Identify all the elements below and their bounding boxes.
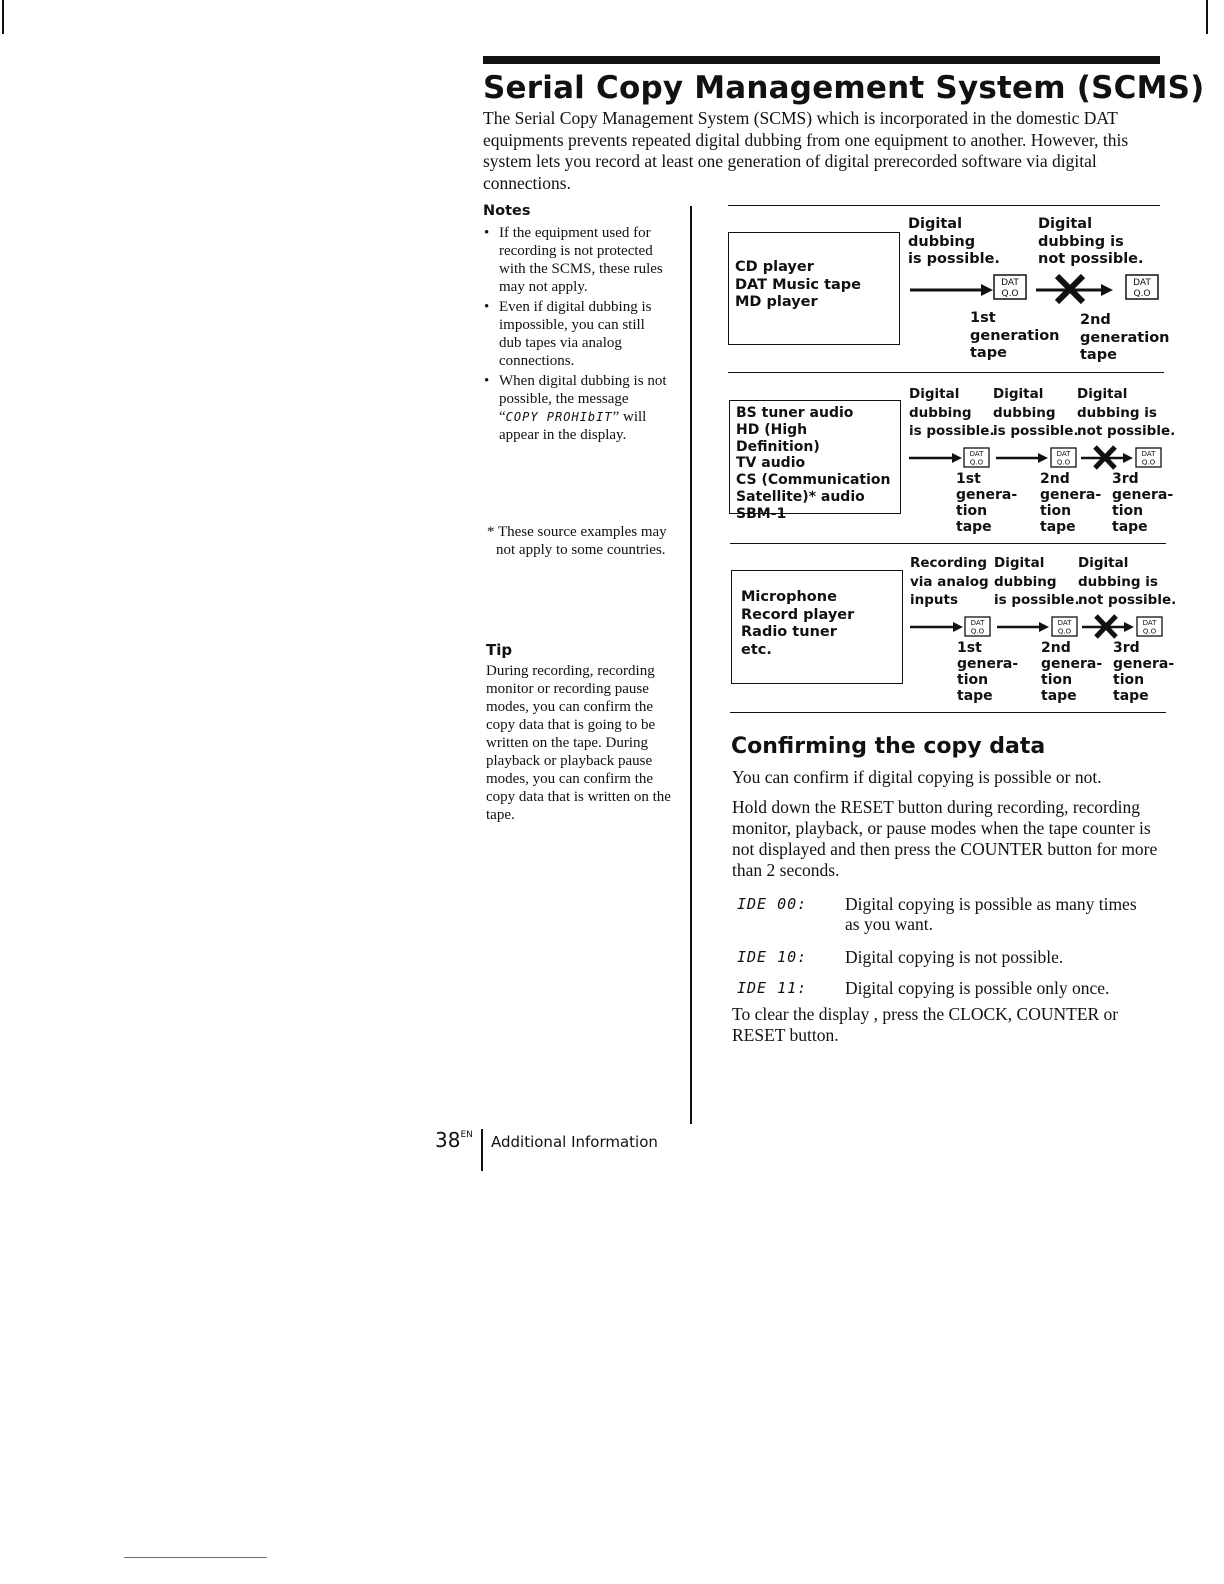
arrow-icon (996, 453, 1048, 463)
diagram-rule (728, 205, 1160, 206)
confirming-heading: Confirming the copy data (731, 734, 1046, 759)
diagram1-label-not-possible: Digital dubbing is not possible. (1038, 216, 1144, 267)
diagram2-label-b: Digital dubbing is possible. (993, 386, 1079, 439)
code-desc: Digital copying is not possible. (845, 947, 1064, 967)
svg-text:DAT: DAT (1141, 450, 1156, 458)
arrow-icon (910, 622, 963, 632)
diagram3-gen1: 1st genera- tion tape (957, 640, 1019, 704)
confirming-p3: To clear the display , press the CLOCK, COUNTER or RESET button. (732, 1004, 1119, 1045)
notes-heading: Notes (483, 203, 531, 219)
source-box-2: BS tuner audio HD (High Definition) TV audio CS (Communication Satellite)* audio SBM-1 (729, 400, 901, 514)
diagram1-flow (905, 272, 1165, 304)
diagram3-label-a: Recording via analog inputs (910, 555, 989, 608)
blocked-arrow-icon (1036, 276, 1113, 302)
diagram2-gen2: 2nd genera- tion tape (1040, 471, 1102, 535)
page-number: $38^{EN}$ (435, 1128, 473, 1152)
dat-tape-icon (1051, 448, 1076, 467)
code-desc: Digital copying is possible as many times as you want. (845, 894, 1137, 934)
page-edge-left (2, 0, 4, 34)
code-ide-11: IDE 11: (737, 979, 808, 997)
dat-tape-icon (1052, 617, 1077, 636)
section-name: Additional Information (491, 1133, 658, 1151)
dat-tape-icon (1126, 275, 1158, 299)
dat-tape-icon (965, 617, 990, 636)
svg-text:DAT: DAT (1056, 450, 1071, 458)
diagram1-label-possible: Digital dubbing is possible. (908, 216, 1000, 267)
diagram3-label-b: Digital dubbing is possible. (994, 555, 1080, 608)
diagram3-gen2: 2nd genera- tion tape (1041, 640, 1103, 704)
svg-text:DAT: DAT (1001, 278, 1019, 288)
confirming-p1: You can confirm if digital copying is possible or not. (732, 767, 1102, 787)
note-item: • When digital dubbing is not possible, the message “COPY PROHIbIT” will appear in the display. (484, 373, 667, 443)
diagram-rule (730, 712, 1166, 713)
tip-heading: Tip (486, 641, 513, 659)
footer-rule (481, 1129, 483, 1171)
note-item: • Even if digital dubbing is impossible, you can still dub tapes via analog connections. (484, 299, 652, 369)
diagram-rule (730, 543, 1166, 544)
svg-text:DAT: DAT (1142, 619, 1157, 627)
diagram2-label-c: Digital dubbing is not possible. (1077, 386, 1176, 439)
diagram3-flow (906, 613, 1168, 639)
source-footnote: * These source examples may not apply to some countries. (487, 524, 667, 558)
svg-text:Q.O: Q.O (969, 458, 984, 467)
svg-text:Q.O: Q.O (1001, 289, 1019, 299)
title-rule (483, 56, 1160, 64)
blocked-arrow-icon (1082, 616, 1134, 637)
diagram1-gen2: 2nd generation tape (1080, 312, 1170, 363)
confirming-p2: Hold down the RESET button during recording, recording monitor, playback, or pause modes when the tape counter is not displayed and then press the COUNTER button for more than 2 seconds. (732, 797, 1158, 880)
diagram3-gen3: 3rd genera- tion tape (1113, 640, 1175, 704)
diagram2-gen3: 3rd genera- tion tape (1112, 471, 1174, 535)
arrow-icon (910, 284, 993, 296)
svg-text:DAT: DAT (1057, 619, 1072, 627)
svg-text:Q.O: Q.O (1141, 458, 1156, 467)
arrow-icon (909, 453, 962, 463)
svg-text:Q.O: Q.O (1056, 458, 1071, 467)
source-box-3: Microphone Record player Radio tuner etc. (731, 570, 903, 684)
scan-underline (124, 1557, 267, 1558)
svg-text:DAT: DAT (1133, 278, 1151, 288)
source-box-1: CD player DAT Music tape MD player (728, 232, 900, 345)
note-item: • If the equipment used for recording is not protected with the SCMS, these rules may not apply. (484, 225, 663, 295)
page-title: Serial Copy Management System (SCMS) (483, 70, 1205, 106)
tip-text: During recording, recording monitor or recording pause modes, you can confirm the copy data that is going to be written on the tape. During playback or playback pause modes, you can confirm the copy data that is written on the tape. (486, 663, 671, 823)
svg-text:DAT: DAT (969, 450, 984, 458)
diagram-rule (728, 372, 1164, 373)
dat-tape-icon (964, 448, 989, 467)
dat-tape-icon (1136, 448, 1161, 467)
code-desc: Digital copying is possible only once. (845, 978, 1110, 998)
svg-text:Q.O: Q.O (1057, 627, 1072, 636)
dat-tape-icon (994, 275, 1026, 299)
lcd-copy-prohibit: COPY PROHIbIT (505, 410, 613, 424)
svg-text:Q.O: Q.O (1142, 627, 1157, 636)
notes-list (483, 224, 668, 446)
dat-tape-icon (1137, 617, 1162, 636)
intro-paragraph: The Serial Copy Management System (SCMS) which is incorporated in the domestic DAT equipments prevents repeated digital dubbing from one equipment to another. However, this system lets you record at least one generation of digital prerecorded software via digital connections. (483, 108, 1129, 193)
svg-text:Q.O: Q.O (1133, 289, 1151, 299)
code-ide-00: IDE 00: (737, 895, 808, 913)
svg-text:DAT: DAT (970, 619, 985, 627)
arrow-icon (997, 622, 1049, 632)
diagram2-label-a: Digital dubbing is possible. (909, 386, 995, 439)
page-edge-right (1206, 0, 1208, 34)
diagram3-label-c: Digital dubbing is not possible. (1078, 555, 1177, 608)
diagram1-gen1: 1st generation tape (970, 310, 1060, 361)
column-divider (690, 206, 692, 1124)
diagram2-gen1: 1st genera- tion tape (956, 471, 1018, 535)
code-ide-10: IDE 10: (737, 948, 808, 966)
blocked-arrow-icon (1081, 447, 1133, 468)
diagram2-flow (905, 444, 1167, 470)
svg-text:Q.O: Q.O (970, 627, 985, 636)
